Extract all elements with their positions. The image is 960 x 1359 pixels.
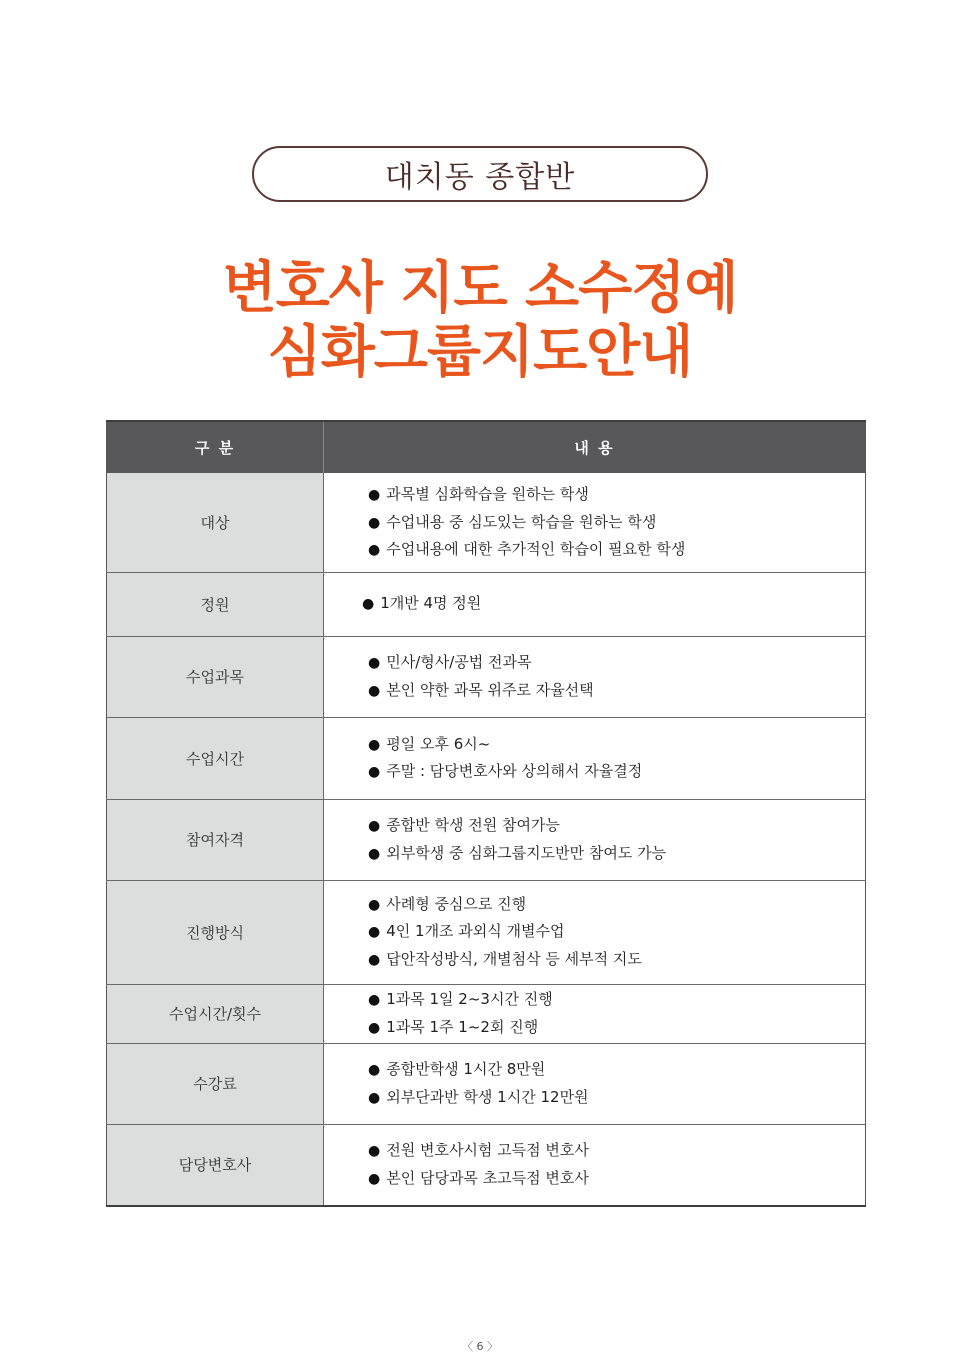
info-table xyxy=(106,420,866,1207)
table-row xyxy=(107,572,866,636)
list-item: ● 답안작성방식, 개별첨삭 등 세부적 지도 xyxy=(368,946,865,974)
list-item: ● 과목별 심화학습을 원하는 학생 xyxy=(368,481,865,509)
row-content xyxy=(324,799,866,880)
list-item: ● 4인 1개조 과외식 개별수업 xyxy=(368,918,865,946)
table-row xyxy=(107,799,866,880)
row-label: 수업시간 xyxy=(107,717,324,799)
list-item: ● 종합반학생 1시간 8만원 xyxy=(368,1056,865,1084)
row-label: 담당변호사 xyxy=(107,1124,324,1206)
list-item: ● 1과목 1주 1~2회 진행 xyxy=(368,1014,865,1042)
row-label: 정원 xyxy=(107,572,324,636)
page-number: 〈 6 〉 xyxy=(462,1340,498,1353)
header-category: 구 분 xyxy=(107,421,324,473)
row-label: 수업시간/횟수 xyxy=(107,984,324,1043)
row-label: 수업과목 xyxy=(107,636,324,717)
list-item: ● 1개반 4명 정원 xyxy=(362,590,865,618)
section-title: 대치동 종합반 xyxy=(384,160,576,195)
list-item: ● 종합반 학생 전원 참여가능 xyxy=(368,812,865,840)
row-label: 진행방식 xyxy=(107,880,324,984)
row-content xyxy=(324,1124,866,1206)
row-label: 수강료 xyxy=(107,1043,324,1124)
row-content xyxy=(324,572,866,636)
row-label: 대상 xyxy=(107,473,324,572)
list-item: ● 민사/형사/공법 전과목 xyxy=(368,649,865,677)
table-row xyxy=(107,880,866,984)
table-row xyxy=(107,1043,866,1124)
list-item: ● 사례형 중심으로 진행 xyxy=(368,891,865,919)
table-row xyxy=(107,1124,866,1206)
row-label: 참여자격 xyxy=(107,799,324,880)
list-item: ● 1과목 1일 2~3시간 진행 xyxy=(368,986,865,1014)
headline-line-2: 심화그룹지도안내 xyxy=(267,320,693,385)
headline-line-1: 변호사 지도 소수정예 xyxy=(222,256,738,321)
list-item: ● 본인 약한 과목 위주로 자율선택 xyxy=(368,677,865,705)
header-content: 내 용 xyxy=(324,421,866,473)
section-title-pill xyxy=(252,146,708,202)
table-row xyxy=(107,636,866,717)
table-row xyxy=(107,717,866,799)
row-content xyxy=(324,984,866,1043)
list-item: ● 주말 : 담당변호사와 상의해서 자율결정 xyxy=(368,758,865,786)
list-item: ● 수업내용 중 심도있는 학습을 원하는 학생 xyxy=(368,509,865,537)
row-content xyxy=(324,473,866,572)
row-content xyxy=(324,1043,866,1124)
list-item: ● 수업내용에 대한 추가적인 학습이 필요한 학생 xyxy=(368,536,865,564)
row-content xyxy=(324,880,866,984)
list-item: ● 외부단과반 학생 1시간 12만원 xyxy=(368,1084,865,1112)
list-item: ● 본인 담당과목 초고득점 변호사 xyxy=(368,1165,865,1193)
row-content xyxy=(324,717,866,799)
list-item: ● 전원 변호사시험 고득점 변호사 xyxy=(368,1137,865,1165)
table-row xyxy=(107,473,866,572)
table-header-row xyxy=(107,421,866,473)
list-item: ● 평일 오후 6시~ xyxy=(368,731,865,759)
list-item: ● 외부학생 중 심화그룹지도반만 참여도 가능 xyxy=(368,840,865,868)
row-content xyxy=(324,636,866,717)
table-row xyxy=(107,984,866,1043)
